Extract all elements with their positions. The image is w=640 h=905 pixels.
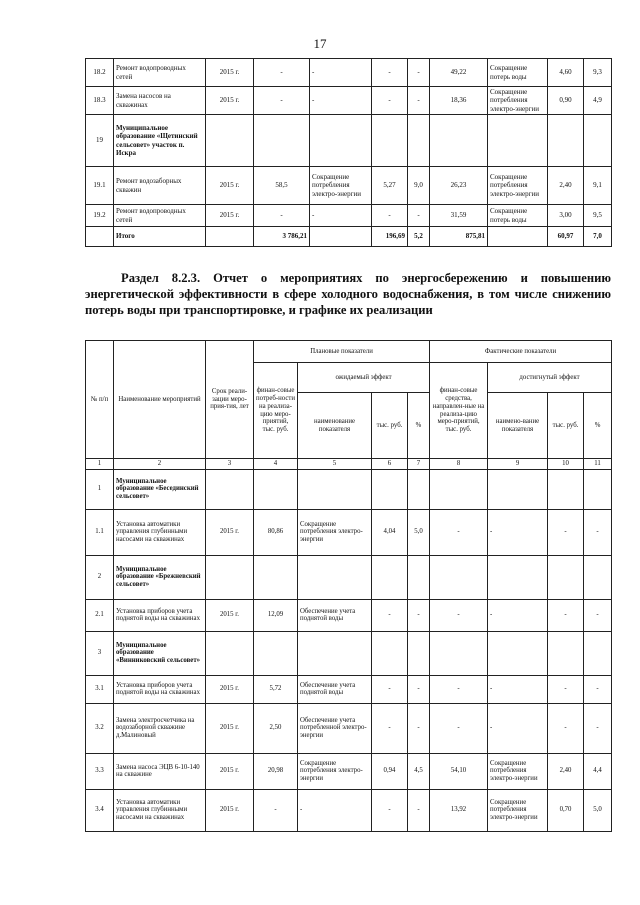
cell-plan-effect-tr: 0,94 <box>372 753 408 789</box>
cell-fact-effect-name: - <box>488 703 548 753</box>
cell-term: 2015 г. <box>206 789 254 831</box>
header-fact-effect-pct: % <box>584 393 612 459</box>
table-row <box>86 167 612 205</box>
cell-plan-effect-pct <box>408 555 430 599</box>
cell-no: 3.4 <box>86 789 114 831</box>
cell-name: Установка автоматики управления глубинными насосами на скважинах <box>114 789 206 831</box>
header-fact-effect: достигнутый эффект <box>488 363 612 393</box>
table-row <box>86 59 612 87</box>
column-number-cell: 5 <box>298 459 372 470</box>
cell-fact-effect-name: Сокращение потребления электро-энергии <box>488 789 548 831</box>
cell-term <box>206 631 254 675</box>
cell-no: 2 <box>86 555 114 599</box>
cell-fact-effect-name: - <box>488 509 548 555</box>
cell-fact-effect-pct <box>584 555 612 599</box>
cell-fact-effect-pct <box>584 631 612 675</box>
cell-fact-effect-name: - <box>488 599 548 631</box>
table-row <box>86 87 612 115</box>
cell-term <box>206 555 254 599</box>
cell-fact-effect-tr: 60,97 <box>548 227 584 247</box>
header-plan-effect: ожидаемый эффект <box>298 363 430 393</box>
cell-term <box>206 115 254 167</box>
cell-plan-effect-tr: 5,27 <box>372 167 408 205</box>
table-row <box>86 115 612 167</box>
cell-name: Замена насосов на скважинах <box>114 87 206 115</box>
cell-fact-effect-pct: - <box>584 599 612 631</box>
column-number-cell: 1 <box>86 459 114 470</box>
cell-no: 1 <box>86 469 114 509</box>
column-number-cell: 4 <box>254 459 298 470</box>
cell-plan-effect-name <box>310 227 372 247</box>
table-row <box>86 675 612 703</box>
header-fact-effect-tr: тыс. руб. <box>548 393 584 459</box>
table-row <box>86 789 612 831</box>
cell-term: 2015 г. <box>206 205 254 227</box>
cell-term: 2015 г. <box>206 599 254 631</box>
table-row <box>86 631 612 675</box>
cell-fact-effect-name <box>488 555 548 599</box>
cell-fact-effect-tr <box>548 115 584 167</box>
table-row <box>86 509 612 555</box>
cell-fact-finance: 49,22 <box>430 59 488 87</box>
header-fact-group: Фактические показатели <box>430 341 612 363</box>
cell-fact-effect-name: Сокращение потребления электро-энергии <box>488 167 548 205</box>
cell-plan-effect-name <box>298 469 372 509</box>
header-fact-finance: финан-совые средства, направлен-ные на реализа-цию меро-приятий, тыс. руб. <box>430 363 488 459</box>
cell-term: 2015 г. <box>206 703 254 753</box>
cell-plan-finance: - <box>254 87 310 115</box>
cell-no: 19.2 <box>86 205 114 227</box>
table-row <box>86 205 612 227</box>
page-number: 17 <box>313 36 327 51</box>
cell-fact-effect-tr <box>548 631 584 675</box>
cell-plan-effect-pct: 5,2 <box>408 227 430 247</box>
table-row <box>86 469 612 509</box>
column-number-cell: 2 <box>114 459 206 470</box>
cell-plan-effect-tr: - <box>372 205 408 227</box>
cell-fact-effect-tr <box>548 555 584 599</box>
cell-plan-effect-name: - <box>298 789 372 831</box>
cell-plan-finance <box>254 631 298 675</box>
cell-fact-effect-tr: - <box>548 675 584 703</box>
cell-term: 2015 г. <box>206 87 254 115</box>
cell-plan-finance: 20,98 <box>254 753 298 789</box>
cell-fact-effect-tr: 4,60 <box>548 59 584 87</box>
cell-plan-effect-pct: - <box>408 87 430 115</box>
cell-no: 3.3 <box>86 753 114 789</box>
cell-name: Муниципальное образование «Брежневский сельсовет» <box>114 555 206 599</box>
header-plan-finance: финан-совые потреб-ности на реализа-цию меро-приятий, тыс. руб. <box>254 363 298 459</box>
cell-fact-effect-tr: 0,70 <box>548 789 584 831</box>
cell-no: 18.2 <box>86 59 114 87</box>
cell-plan-effect-tr: - <box>372 59 408 87</box>
cell-plan-finance: 80,86 <box>254 509 298 555</box>
cell-plan-effect-name: Сокращение потребления электро-энергии <box>310 167 372 205</box>
cell-plan-finance: - <box>254 59 310 87</box>
cell-no: 19 <box>86 115 114 167</box>
cell-name: Замена электросчетчика на водозаборной скважине д.Малиновый <box>114 703 206 753</box>
cell-no: 3 <box>86 631 114 675</box>
cell-plan-effect-tr: 196,69 <box>372 227 408 247</box>
table-row <box>86 227 612 247</box>
cell-name: Муниципальное образование «Щетинский сельсовет» участок п. Искра <box>114 115 206 167</box>
cell-fact-effect-pct: 5,0 <box>584 789 612 831</box>
cell-plan-finance: 58,5 <box>254 167 310 205</box>
cell-fact-finance: 26,23 <box>430 167 488 205</box>
cell-no <box>86 227 114 247</box>
cell-fact-effect-pct: 9,5 <box>584 205 612 227</box>
cell-name: Установка автоматики управления глубинными насосами на скважинах <box>114 509 206 555</box>
cell-fact-effect-name: - <box>488 675 548 703</box>
cell-plan-effect-pct: - <box>408 205 430 227</box>
cell-plan-finance: 5,72 <box>254 675 298 703</box>
cell-plan-effect-name: Обеспечение учета поднятой воды <box>298 599 372 631</box>
header-plan-effect-name: наименование показателя <box>298 393 372 459</box>
cell-fact-effect-tr: - <box>548 509 584 555</box>
cell-plan-effect-name <box>310 115 372 167</box>
cell-fact-effect-name <box>488 115 548 167</box>
cell-fact-effect-tr <box>548 469 584 509</box>
cell-fact-effect-tr: 0,90 <box>548 87 584 115</box>
cell-fact-finance <box>430 555 488 599</box>
cell-fact-finance: - <box>430 599 488 631</box>
cell-fact-effect-pct: 4,4 <box>584 753 612 789</box>
cell-plan-finance: 2,50 <box>254 703 298 753</box>
cell-no: 3.2 <box>86 703 114 753</box>
cell-term: 2015 г. <box>206 59 254 87</box>
cell-fact-effect-pct: - <box>584 675 612 703</box>
cell-no: 3.1 <box>86 675 114 703</box>
cell-fact-effect-name <box>488 469 548 509</box>
cell-plan-effect-name <box>298 555 372 599</box>
cell-plan-effect-tr: - <box>372 599 408 631</box>
header-plan-effect-pct: % <box>408 393 430 459</box>
cell-term <box>206 469 254 509</box>
cell-name: Ремонт водозаборных скважин <box>114 167 206 205</box>
cell-fact-effect-tr: - <box>548 703 584 753</box>
cell-plan-effect-name: - <box>310 87 372 115</box>
cell-term: 2015 г. <box>206 753 254 789</box>
cell-plan-effect-pct: 4,5 <box>408 753 430 789</box>
section-heading: Раздел 8.2.3. Отчет о мероприятиях по энергосбережению и повышению энергетической эффективности в сфере холодного водоснабжения, в том числе снижению потерь воды при транспортировке, и графике их реализации <box>85 271 611 317</box>
cell-plan-effect-pct: - <box>408 675 430 703</box>
table-row <box>86 555 612 599</box>
column-number-cell: 7 <box>408 459 430 470</box>
cell-plan-effect-name: Сокращение потребления электро-энергии <box>298 509 372 555</box>
cell-plan-effect-pct: - <box>408 703 430 753</box>
cell-fact-effect-pct: - <box>584 509 612 555</box>
table-row <box>86 753 612 789</box>
cell-plan-effect-tr: - <box>372 87 408 115</box>
cell-term: 2015 г. <box>206 509 254 555</box>
cell-fact-effect-pct: - <box>584 703 612 753</box>
cell-fact-effect-tr: 2,40 <box>548 753 584 789</box>
cell-plan-finance: - <box>254 789 298 831</box>
cell-name: Муниципальное образование «Бесединский сельсовет» <box>114 469 206 509</box>
cell-plan-effect-tr: - <box>372 789 408 831</box>
cell-fact-finance: - <box>430 703 488 753</box>
cell-no: 1.1 <box>86 509 114 555</box>
top-table <box>85 58 612 247</box>
cell-plan-effect-name <box>298 631 372 675</box>
cell-fact-effect-name <box>488 631 548 675</box>
cell-fact-effect-pct: 7,0 <box>584 227 612 247</box>
cell-name: Итого <box>114 227 206 247</box>
cell-fact-finance: - <box>430 675 488 703</box>
cell-no: 2.1 <box>86 599 114 631</box>
column-numbers-row <box>86 459 612 470</box>
cell-plan-effect-pct: - <box>408 789 430 831</box>
column-number-cell: 10 <box>548 459 584 470</box>
cell-fact-finance: 18,36 <box>430 87 488 115</box>
cell-name: Замена насоса ЭЦВ 6-10-140 на скважине <box>114 753 206 789</box>
cell-plan-finance <box>254 469 298 509</box>
cell-plan-effect-tr <box>372 631 408 675</box>
cell-plan-effect-tr <box>372 555 408 599</box>
cell-plan-finance: 3 786,21 <box>254 227 310 247</box>
cell-plan-effect-pct <box>408 631 430 675</box>
bottom-table <box>85 340 612 832</box>
column-number-cell: 9 <box>488 459 548 470</box>
cell-name: Ремонт водопроводных сетей <box>114 59 206 87</box>
cell-fact-effect-name: Сокращение потребления электро-энергии <box>488 87 548 115</box>
cell-plan-effect-pct <box>408 115 430 167</box>
header-plan-effect-tr: тыс. руб. <box>372 393 408 459</box>
cell-plan-effect-tr <box>372 469 408 509</box>
cell-fact-effect-name: Сокращение потребления электро-энергии <box>488 753 548 789</box>
column-number-cell: 6 <box>372 459 408 470</box>
cell-name: Установка приборов учета поднятой воды на скважинах <box>114 675 206 703</box>
cell-name: Ремонт водопроводных сетей <box>114 205 206 227</box>
header-plan-group: Плановые показатели <box>254 341 430 363</box>
cell-fact-finance: 54,10 <box>430 753 488 789</box>
cell-plan-effect-pct: 5,0 <box>408 509 430 555</box>
cell-fact-finance: 875,81 <box>430 227 488 247</box>
cell-fact-effect-tr: - <box>548 599 584 631</box>
cell-plan-effect-pct: - <box>408 599 430 631</box>
cell-name: Муниципальное образование «Винниковский сельсовет» <box>114 631 206 675</box>
cell-fact-effect-name: Сокращение потерь воды <box>488 205 548 227</box>
cell-plan-effect-tr: - <box>372 675 408 703</box>
cell-fact-finance <box>430 631 488 675</box>
cell-fact-finance <box>430 115 488 167</box>
cell-plan-effect-tr: 4,04 <box>372 509 408 555</box>
cell-plan-effect-pct <box>408 469 430 509</box>
cell-term <box>206 227 254 247</box>
header-no: № п/п <box>86 341 114 459</box>
cell-fact-effect-pct: 9,3 <box>584 59 612 87</box>
cell-name: Установка приборов учета поднятой воды на скважинах <box>114 599 206 631</box>
cell-fact-finance: - <box>430 509 488 555</box>
column-number-cell: 3 <box>206 459 254 470</box>
header-fact-effect-name: наимено-вание показателя <box>488 393 548 459</box>
cell-plan-effect-tr: - <box>372 703 408 753</box>
cell-fact-finance: 13,92 <box>430 789 488 831</box>
table-row <box>86 599 612 631</box>
cell-fact-effect-tr: 3,00 <box>548 205 584 227</box>
column-number-cell: 8 <box>430 459 488 470</box>
cell-fact-effect-name <box>488 227 548 247</box>
cell-plan-effect-name: Обеспечение учета поднятой воды <box>298 675 372 703</box>
cell-plan-finance: 12,09 <box>254 599 298 631</box>
header-name: Наименование мероприятий <box>114 341 206 459</box>
cell-plan-effect-name: Сокращение потребления электро-энергии <box>298 753 372 789</box>
cell-term: 2015 г. <box>206 167 254 205</box>
cell-fact-effect-pct: 9,1 <box>584 167 612 205</box>
cell-plan-effect-pct: 9,0 <box>408 167 430 205</box>
cell-plan-effect-name: - <box>310 59 372 87</box>
column-number-cell: 11 <box>584 459 612 470</box>
cell-plan-finance: - <box>254 205 310 227</box>
cell-fact-finance <box>430 469 488 509</box>
cell-fact-effect-pct <box>584 469 612 509</box>
cell-fact-effect-pct: 4,9 <box>584 87 612 115</box>
cell-plan-finance <box>254 555 298 599</box>
cell-plan-effect-name: Обеспечение учета потребленной электро-энергии <box>298 703 372 753</box>
cell-fact-finance: 31,59 <box>430 205 488 227</box>
cell-fact-effect-pct <box>584 115 612 167</box>
cell-no: 18.3 <box>86 87 114 115</box>
header-term: Срок реали-зации меро-прия-тия, лет <box>206 341 254 459</box>
cell-no: 19.1 <box>86 167 114 205</box>
cell-fact-effect-tr: 2,40 <box>548 167 584 205</box>
cell-plan-effect-pct: - <box>408 59 430 87</box>
table-row <box>86 703 612 753</box>
cell-plan-effect-tr <box>372 115 408 167</box>
cell-plan-finance <box>254 115 310 167</box>
cell-term: 2015 г. <box>206 675 254 703</box>
cell-fact-effect-name: Сокращение потерь воды <box>488 59 548 87</box>
cell-plan-effect-name: - <box>310 205 372 227</box>
